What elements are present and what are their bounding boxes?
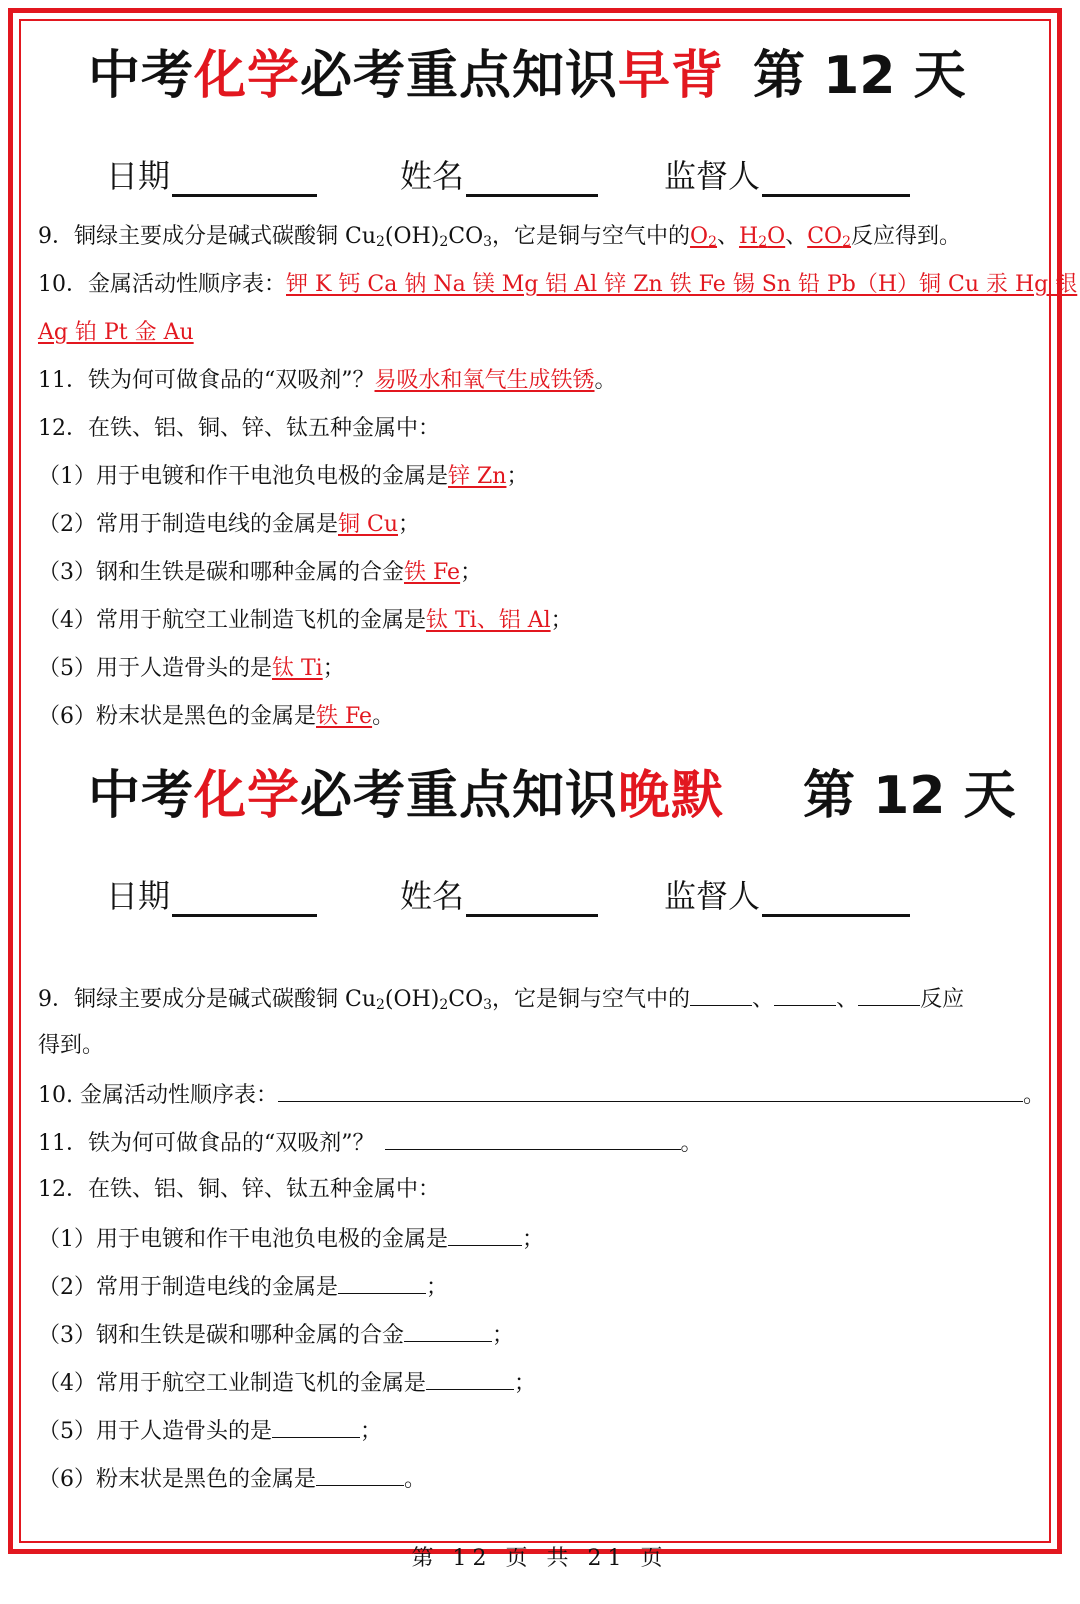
q12-blank[interactable] [338, 1275, 426, 1294]
supervisor-label: 监督人 [664, 877, 761, 915]
subscript: 2 [758, 234, 768, 250]
q11-blank-line [38, 1131, 703, 1155]
supervisor-field[interactable] [762, 194, 910, 197]
answer-text: H [739, 224, 759, 249]
q9-answer-3 [807, 224, 851, 249]
q12-answer: 锌 Zn [448, 464, 507, 489]
q12-blank[interactable] [316, 1467, 404, 1486]
q12-blank-item [38, 1323, 514, 1347]
date-label: 日期 [106, 877, 171, 915]
q10-end: 。 [1022, 1083, 1045, 1108]
q12-end: ； [550, 608, 573, 633]
name-label: 姓名 [400, 877, 465, 915]
q9-blank-line [38, 987, 964, 1011]
q9-end: 反应得到。 [851, 224, 962, 249]
q10-blank-line [38, 1083, 1045, 1107]
q9-answer-2 [739, 224, 785, 249]
q12-item [38, 466, 528, 488]
q9-text: 9．铜绿主要成分是碱式碳酸铜 Cu [38, 224, 376, 249]
name-field[interactable] [466, 914, 598, 917]
q12-item [38, 514, 420, 536]
subscript: 2 [439, 997, 449, 1013]
q9-text: CO [448, 987, 484, 1012]
q12-question: （3）钢和生铁是碳和哪种金属的合金 [38, 560, 404, 585]
q12-label: 12．在铁、铝、铜、锌、钛五种金属中： [38, 416, 440, 441]
q12-end: 。 [372, 704, 395, 729]
q11-answer-line [38, 370, 617, 392]
q11-end: 。 [594, 368, 617, 393]
evening-day: 第 12 天 [803, 766, 1016, 826]
separator: 、 [717, 224, 740, 249]
q12-question: （1）用于电镀和作干电池负电极的金属是 [38, 1227, 448, 1252]
answer-text: CO [807, 224, 843, 249]
q10-label: 10. 金属活动性顺序表： [38, 1083, 278, 1108]
q12-label: 12．在铁、铝、铜、锌、钛五种金属中： [38, 1177, 440, 1202]
q10-answer-cont: Ag 铂 Pt 金 Au [38, 320, 194, 345]
q12-answer: 钛 Ti [272, 656, 323, 681]
q12-item [38, 610, 573, 632]
q12-answer: 铁 Fe [316, 704, 373, 729]
answer-text: O [690, 224, 709, 249]
q12-question: （2）常用于制造电线的金属是 [38, 512, 338, 537]
q11-label: 11．铁为何可做食品的“双吸剂”？ [38, 1131, 375, 1156]
subscript: 2 [708, 234, 718, 250]
q12-end: 。 [404, 1467, 427, 1492]
title-mode: 早背 [618, 46, 725, 106]
subscript: 2 [376, 997, 385, 1013]
q12-blank-item [38, 1467, 426, 1491]
page-footer: 第 12 页 共 21 页 [411, 1546, 669, 1571]
q9-blank-1[interactable] [690, 987, 752, 1006]
date-field[interactable] [172, 914, 317, 917]
q12-end: ； [360, 1419, 383, 1444]
title-part: 中考 [88, 46, 195, 106]
q12-question: （6）粉末状是黑色的金属是 [38, 704, 316, 729]
q9-text: 9．铜绿主要成分是碱式碳酸铜 Cu [38, 987, 376, 1012]
q12-question: （1）用于电镀和作干电池负电极的金属是 [38, 464, 448, 489]
q9-answer-line [38, 226, 961, 248]
q11-answer: 易吸水和氧气生成铁锈 [374, 368, 595, 393]
separator: 、 [752, 987, 775, 1012]
morning-day: 第 12 天 [753, 46, 966, 106]
q11-end: 。 [680, 1131, 703, 1156]
q10-label: 10．金属活动性顺序表： [38, 272, 286, 297]
evening-title [88, 766, 725, 826]
q10-answer-line [38, 274, 1077, 296]
q12-answer: 钛 Ti、铝 Al [426, 608, 551, 633]
q9-answer-1 [690, 224, 717, 249]
q12-question: （6）粉末状是黑色的金属是 [38, 1467, 316, 1492]
answer-text: O [767, 224, 786, 249]
q10-answer-line2 [38, 322, 194, 344]
q12-blank[interactable] [426, 1371, 514, 1390]
name-field[interactable] [466, 194, 598, 197]
q12-question: （3）钢和生铁是碳和哪种金属的合金 [38, 1323, 404, 1348]
date-label: 日期 [106, 157, 171, 195]
q12-question: （4）常用于航空工业制造飞机的金属是 [38, 608, 426, 633]
q12-end: ； [426, 1275, 449, 1300]
separator: 、 [836, 987, 859, 1012]
subscript: 2 [376, 234, 385, 250]
q12-blank-item [38, 1419, 382, 1443]
q12-end: ； [522, 1227, 545, 1252]
subscript: 3 [483, 997, 493, 1013]
q9-text: (OH) [384, 987, 440, 1012]
title-subject: 化学 [194, 46, 301, 106]
q10-answer: 钾 K 钙 Ca 钠 Na 镁 Mg 铝 Al 锌 Zn 铁 Fe 锡 Sn 铅 Pb（H）铜 Cu 汞 Hg 银 [286, 272, 1078, 297]
morning-title [88, 46, 725, 106]
title-subject: 化学 [194, 766, 301, 826]
q9-text: CO [448, 224, 484, 249]
q12-blank[interactable] [448, 1227, 522, 1246]
q12-blank[interactable] [272, 1419, 360, 1438]
q12-end: ； [398, 512, 421, 537]
title-part: 必考重点知识 [300, 766, 619, 826]
q9-text: ，它是铜与空气中的 [492, 224, 691, 249]
subscript: 2 [439, 234, 449, 250]
q12-item [38, 658, 345, 680]
q9-blank-line2: 得到。 [38, 1033, 105, 1058]
subscript: 3 [483, 234, 493, 250]
q12-answer: 铁 Fe [404, 560, 461, 585]
subscript: 2 [842, 234, 851, 250]
q12-question: （5）用于人造骨头的是 [38, 656, 272, 681]
separator: 、 [785, 224, 808, 249]
title-part: 必考重点知识 [300, 46, 619, 106]
q12-question: （2）常用于制造电线的金属是 [38, 1275, 338, 1300]
q9-text: ，它是铜与空气中的 [492, 987, 691, 1012]
q12-end: ； [460, 560, 483, 585]
q12-end: ； [506, 464, 529, 489]
q9-text: (OH) [384, 224, 440, 249]
q12-item [38, 706, 394, 728]
q12-blank-item [38, 1227, 544, 1251]
q10-blank[interactable] [278, 1083, 1023, 1102]
q11-blank[interactable] [385, 1131, 681, 1150]
q12-blank-item [38, 1371, 536, 1395]
q11-label: 11．铁为何可做食品的“双吸剂”？ [38, 368, 375, 393]
name-label: 姓名 [400, 157, 465, 195]
morning-info-row [0, 157, 1080, 208]
q12-question: （4）常用于航空工业制造飞机的金属是 [38, 1371, 426, 1396]
q9-end: 反应 [920, 987, 965, 1012]
date-field[interactable] [172, 194, 317, 197]
q9-blank-3[interactable] [858, 987, 920, 1006]
supervisor-field[interactable] [762, 914, 910, 917]
evening-info-row [0, 877, 1080, 928]
title-mode: 晚默 [618, 766, 725, 826]
q12-item [38, 562, 482, 584]
q12-answer: 铜 Cu [338, 512, 398, 537]
q12-question: （5）用于人造骨头的是 [38, 1419, 272, 1444]
q12-blank-item [38, 1275, 448, 1299]
supervisor-label: 监督人 [664, 157, 761, 195]
q12-end: ； [492, 1323, 515, 1348]
title-part: 中考 [88, 766, 195, 826]
q12-blank[interactable] [404, 1323, 492, 1342]
q12-end: ； [514, 1371, 537, 1396]
q12-end: ； [322, 656, 345, 681]
q9-blank-2[interactable] [774, 987, 836, 1006]
